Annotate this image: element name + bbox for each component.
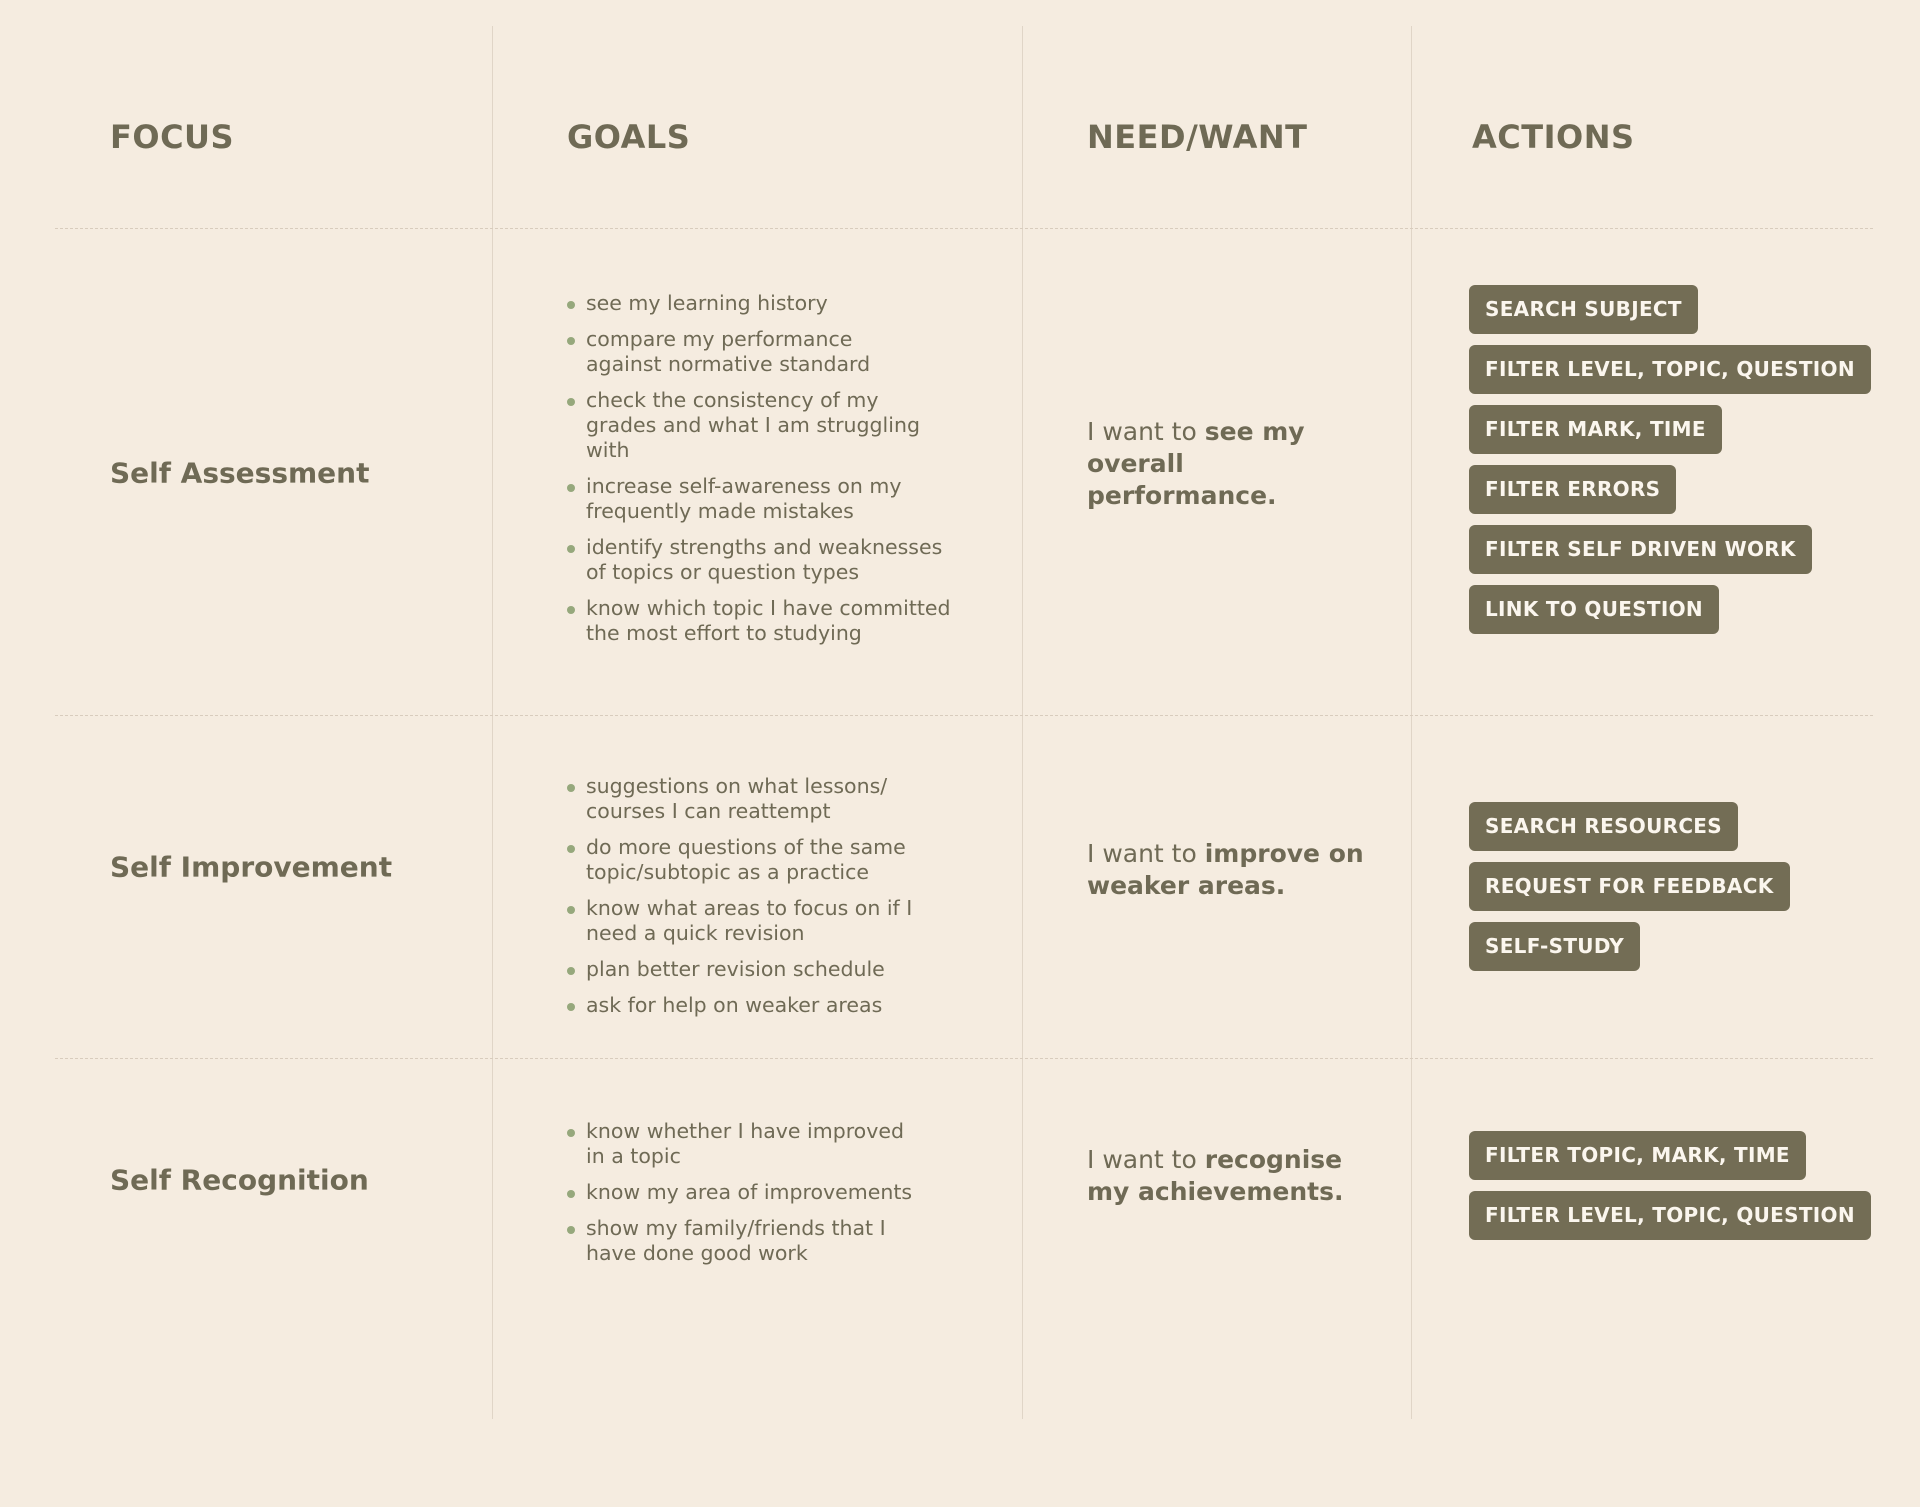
goal-item: plan better revision schedule — [567, 957, 967, 982]
header-actions: ACTIONS — [1472, 118, 1635, 156]
action-filter-level-topic-question-button[interactable]: FILTER LEVEL, TOPIC, QUESTION — [1469, 345, 1871, 394]
goal-item: show my family/friends that I have done good work — [567, 1216, 916, 1266]
goal-item: compare my performance against normative standard — [567, 327, 886, 377]
action-search-resources-button[interactable]: SEARCH RESOURCES — [1469, 802, 1738, 851]
need-emphasis: recognise my achievements. — [1087, 1145, 1344, 1206]
header-goals: GOALS — [567, 118, 691, 156]
action-filter-topic-mark-time-button[interactable]: FILTER TOPIC, MARK, TIME — [1469, 1131, 1806, 1180]
focus-label: Self Improvement — [110, 850, 393, 884]
action-filter-level-topic-question-button[interactable]: FILTER LEVEL, TOPIC, QUESTION — [1469, 1191, 1871, 1240]
actions-list — [1469, 802, 1790, 971]
action-search-subject-button[interactable]: SEARCH SUBJECT — [1469, 285, 1698, 334]
actions-list — [1469, 1131, 1871, 1240]
header-need-want: NEED/WANT — [1087, 118, 1308, 156]
column-divider — [1022, 26, 1023, 1419]
action-filter-mark-time-button[interactable]: FILTER MARK, TIME — [1469, 405, 1722, 454]
focus-label: Self Recognition — [110, 1163, 369, 1197]
column-divider — [1411, 26, 1412, 1419]
action-self-study-button[interactable]: SELF-STUDY — [1469, 922, 1640, 971]
need-statement — [1087, 416, 1377, 512]
need-statement — [1087, 1144, 1377, 1208]
goal-item: ask for help on weaker areas — [567, 993, 967, 1018]
goal-item: identify strengths and weaknesses of topics or question types — [567, 535, 966, 585]
goal-item: know what areas to focus on if I need a quick revision — [567, 896, 926, 946]
goal-item: know my area of improvements — [567, 1180, 967, 1205]
goal-item: see my learning history — [567, 291, 967, 316]
row-divider — [55, 1058, 1873, 1059]
goals-list — [567, 1119, 967, 1277]
goal-item: increase self-awareness on my frequently made mistakes — [567, 474, 916, 524]
need-emphasis: see my overall performance. — [1087, 417, 1305, 510]
goal-item: check the consistency of my grades and what I am struggling with — [567, 388, 926, 463]
action-link-to-question-button[interactable]: LINK TO QUESTION — [1469, 585, 1719, 634]
row-divider — [55, 228, 1873, 229]
action-request-for-feedback-button[interactable]: REQUEST FOR FEEDBACK — [1469, 862, 1790, 911]
goal-item: do more questions of the same topic/subtopic as a practice — [567, 835, 926, 885]
need-statement — [1087, 838, 1377, 902]
goals-list — [567, 291, 967, 657]
column-divider — [492, 26, 493, 1419]
need-prefix: I want to — [1087, 1145, 1205, 1174]
goal-item: suggestions on what lessons/ courses I can reattempt — [567, 774, 906, 824]
focus-label: Self Assessment — [110, 456, 370, 490]
goal-item: know whether I have improved in a topic — [567, 1119, 926, 1169]
actions-list — [1469, 285, 1871, 634]
need-emphasis: improve on weaker areas. — [1087, 839, 1364, 900]
action-filter-errors-button[interactable]: FILTER ERRORS — [1469, 465, 1676, 514]
action-filter-self-driven-work-button[interactable]: FILTER SELF DRIVEN WORK — [1469, 525, 1812, 574]
need-prefix: I want to — [1087, 417, 1205, 446]
goal-item: know which topic I have committed the most effort to studying — [567, 596, 976, 646]
need-prefix: I want to — [1087, 839, 1205, 868]
row-divider — [55, 715, 1873, 716]
header-focus: FOCUS — [110, 118, 235, 156]
goals-list — [567, 774, 967, 1029]
